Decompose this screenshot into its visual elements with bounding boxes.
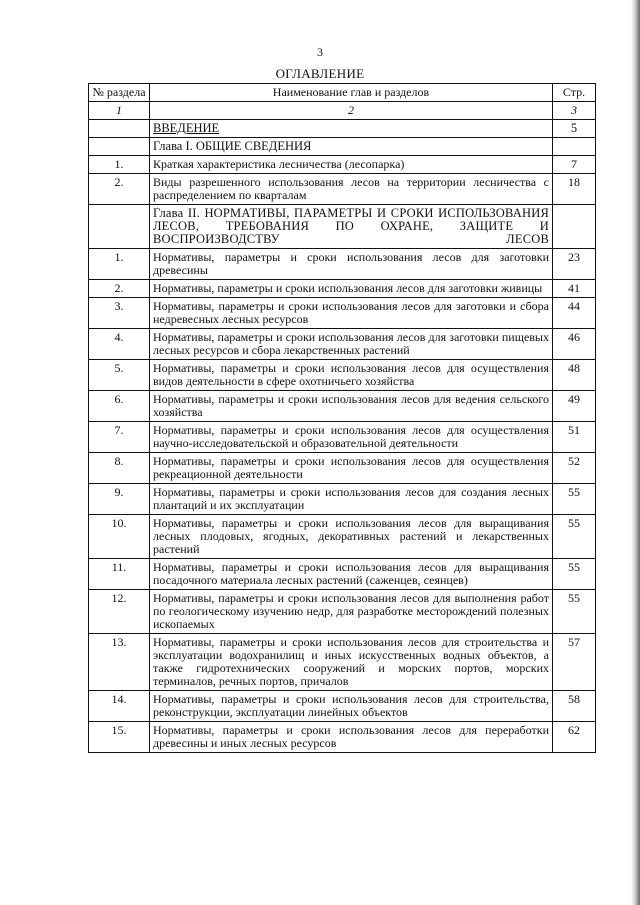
section-name: Нормативы, параметры и сроки использования лесов для переработки древесины и иных лесных ресурсов xyxy=(150,722,553,753)
header-row xyxy=(89,84,596,102)
section-name: Нормативы, параметры и сроки использования лесов для заготовки и сбора недревесных лесных ресурсов xyxy=(150,298,553,329)
page-ref: 41 xyxy=(553,280,596,298)
section-number: 2. xyxy=(89,280,150,298)
header-section-name: Наименование глав и разделов xyxy=(150,84,553,102)
section-number: 12. xyxy=(89,590,150,634)
page-number: 3 xyxy=(317,45,323,59)
page-title: ОГЛАВЛЕНИЕ xyxy=(275,66,365,81)
toc-row xyxy=(89,484,596,515)
page-ref: 49 xyxy=(553,391,596,422)
section-number: 6. xyxy=(89,391,150,422)
section-name: Нормативы, параметры и сроки использования лесов для строительства, реконструкции, эксплуатации линейных объектов xyxy=(150,691,553,722)
toc-row xyxy=(89,590,596,634)
chapter-title-row xyxy=(89,138,596,156)
section-number: 3. xyxy=(89,298,150,329)
page-ref: 48 xyxy=(553,360,596,391)
section-name: Нормативы, параметры и сроки использования лесов для ведения сельского хозяйства xyxy=(150,391,553,422)
toc-row xyxy=(89,280,596,298)
toc-row xyxy=(89,691,596,722)
page-ref: 55 xyxy=(553,590,596,634)
page-ref: 62 xyxy=(553,722,596,753)
header-section-number: № раздела xyxy=(89,84,150,102)
toc-row xyxy=(89,559,596,590)
column-index: 2 xyxy=(150,102,553,120)
page-ref: 44 xyxy=(553,298,596,329)
toc-row xyxy=(89,453,596,484)
page-ref: 7 xyxy=(553,156,596,174)
section-number: 9. xyxy=(89,484,150,515)
section-name: Нормативы, параметры и сроки использования лесов для осуществления видов деятельности в сфере охотничьего хозяйства xyxy=(150,360,553,391)
intro-title: ВВЕДЕНИЕ xyxy=(150,120,553,138)
toc-row xyxy=(89,722,596,753)
section-number: 11. xyxy=(89,559,150,590)
section-name: Нормативы, параметры и сроки использования лесов для заготовки пищевых лесных ресурсов и сбора лекарственных растений xyxy=(150,329,553,360)
toc-row xyxy=(89,360,596,391)
section-name: Нормативы, параметры и сроки использования лесов для строительства и эксплуатации водохранилищ и иных искусственных водных объектов, а также гидротехнических сооружений и морских портов, морских терминалов, речных портов, причалов xyxy=(150,634,553,691)
section-name: Нормативы, параметры и сроки использования лесов для выращивания посадочного материала лесных растений (саженцев, сеянцев) xyxy=(150,559,553,590)
section-number: 2. xyxy=(89,174,150,205)
section-name: Виды разрешенного использования лесов на территории лесничества с распределением по кварталам xyxy=(150,174,553,205)
section-number xyxy=(89,138,150,156)
toc-row xyxy=(89,174,596,205)
page-ref: 23 xyxy=(553,249,596,280)
toc-row xyxy=(89,391,596,422)
chapter-title: Глава II. НОРМАТИВЫ, ПАРАМЕТРЫ И СРОКИ ИСПОЛЬЗОВАНИЯ ЛЕСОВ, ТРЕБОВАНИЯ ПО ОХРАНЕ, ЗАЩИТЕ И ВОСПРОИЗВОДСТВУ ЛЕСОВ xyxy=(150,205,553,249)
section-number: 10. xyxy=(89,515,150,559)
page-ref: 55 xyxy=(553,484,596,515)
page-ref: 55 xyxy=(553,515,596,559)
page-ref xyxy=(553,138,596,156)
toc-row xyxy=(89,329,596,360)
toc-row xyxy=(89,249,596,280)
intro-row xyxy=(89,120,596,138)
section-number: 4. xyxy=(89,329,150,360)
page-ref: 58 xyxy=(553,691,596,722)
page-ref: 46 xyxy=(553,329,596,360)
section-name: Нормативы, параметры и сроки использования лесов для создания лесных плантаций и их эксплуатации xyxy=(150,484,553,515)
section-name: Нормативы, параметры и сроки использования лесов для выполнения работ по геологическому изучению недр, для разработке месторождений полезных ископаемых xyxy=(150,590,553,634)
section-number: 5. xyxy=(89,360,150,391)
scan-shadow-edge xyxy=(631,0,640,905)
section-number: 14. xyxy=(89,691,150,722)
chapter-title: Глава I. ОБЩИЕ СВЕДЕНИЯ xyxy=(150,138,553,156)
section-number xyxy=(89,205,150,249)
toc-row xyxy=(89,156,596,174)
section-number: 15. xyxy=(89,722,150,753)
page-ref xyxy=(553,205,596,249)
section-name: Нормативы, параметры и сроки использования лесов для заготовки древесины xyxy=(150,249,553,280)
section-name: Нормативы, параметры и сроки использования лесов для выращивания лесных плодовых, ягодных, декоративных растений и лекарственных растений xyxy=(150,515,553,559)
chapter-title-row xyxy=(89,205,596,249)
page-ref: 5 xyxy=(553,120,596,138)
section-name: Нормативы, параметры и сроки использования лесов для осуществления рекреационной деятельности xyxy=(150,453,553,484)
page-ref: 55 xyxy=(553,559,596,590)
section-name: Краткая характеристика лесничества (лесопарка) xyxy=(150,156,553,174)
section-name: Нормативы, параметры и сроки использования лесов для заготовки живицы xyxy=(150,280,553,298)
header-page: Стр. xyxy=(553,84,596,102)
column-index: 1 xyxy=(89,102,150,120)
toc-row xyxy=(89,298,596,329)
column-index: 3 xyxy=(553,102,596,120)
toc-row xyxy=(89,422,596,453)
section-number: 8. xyxy=(89,453,150,484)
section-number: 13. xyxy=(89,634,150,691)
page-ref: 18 xyxy=(553,174,596,205)
page-ref: 51 xyxy=(553,422,596,453)
section-number: 1. xyxy=(89,156,150,174)
column-index-row xyxy=(89,102,596,120)
page-ref: 52 xyxy=(553,453,596,484)
page-ref: 57 xyxy=(553,634,596,691)
toc-table xyxy=(88,83,596,753)
section-number xyxy=(89,120,150,138)
toc-row xyxy=(89,515,596,559)
section-number: 1. xyxy=(89,249,150,280)
toc-row xyxy=(89,634,596,691)
section-number: 7. xyxy=(89,422,150,453)
section-name: Нормативы, параметры и сроки использования лесов для осуществления научно-исследовательской и образовательной деятельности xyxy=(150,422,553,453)
